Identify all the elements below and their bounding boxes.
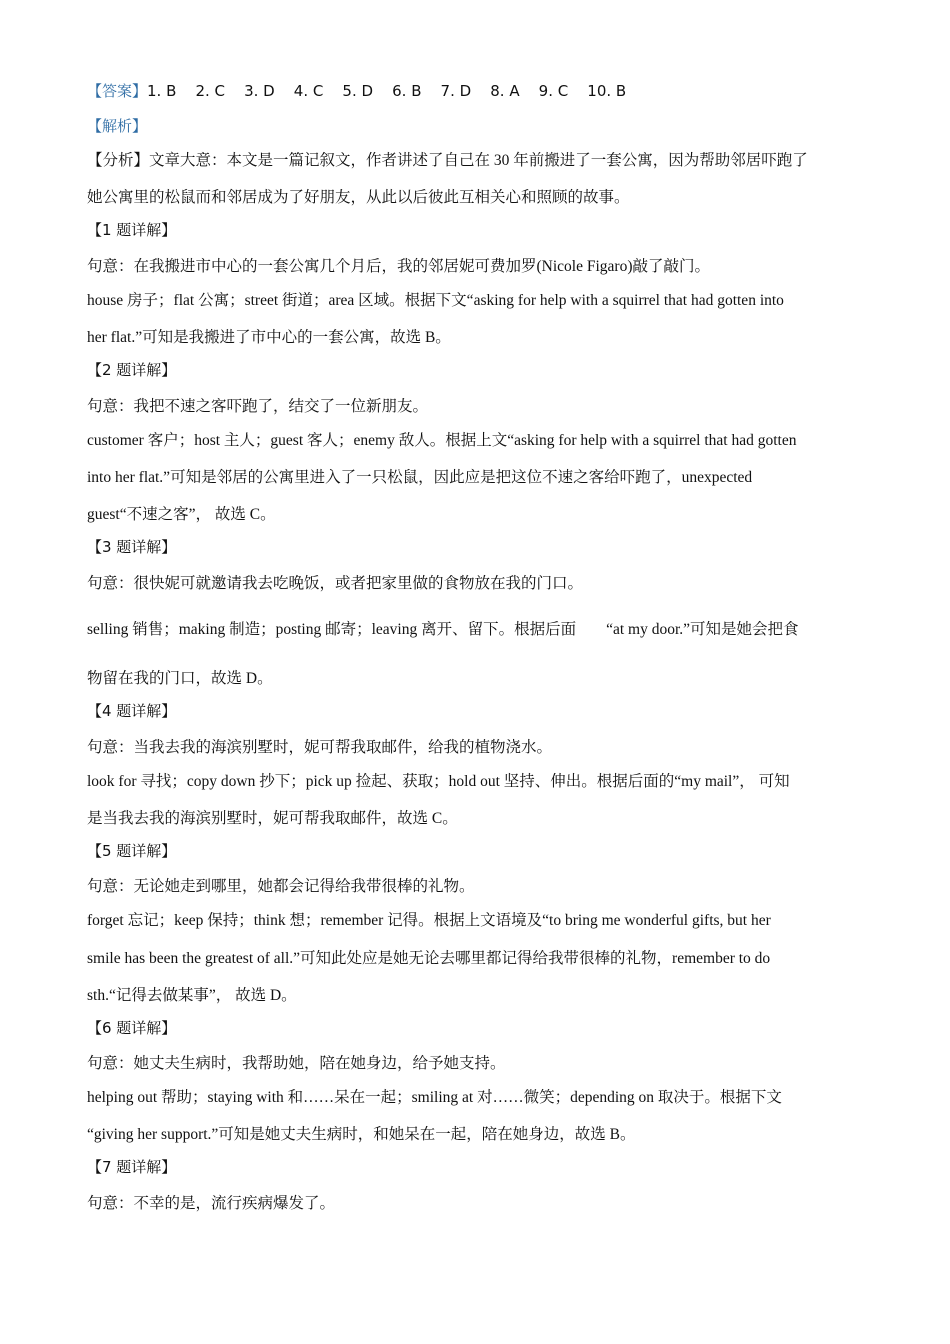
- q6-explain-1: helping out 帮助；staying with 和……呆在一起；smiling at 对……微笑；depending on 取决于。根据下文: [87, 1089, 782, 1106]
- q3-sentence: 句意：很快妮可就邀请我去吃晚饭，或者把家里做的食物放在我的门口。: [87, 575, 584, 592]
- summary-line-1: 【分析】文章大意：本文是一篇记叙文，作者讲述了自己在 30 年前搬进了一套公寓，因为帮助邻居吓跑了: [87, 152, 808, 169]
- q1-sentence: 句意：在我搬进市中心的一套公寓几个月后，我的邻居妮可费加罗(Nicole Figaro)敲了敲门。: [87, 258, 710, 275]
- q5-explain-2: smile has been the greatest of all.”可知此处应是她无论去哪里都记得给我带很棒的礼物，remember to do: [87, 950, 771, 967]
- q3-explain-1b: “at my door.”可知是她会把食: [606, 621, 799, 638]
- q4-explain-2: 是当我去我的海滨别墅时，妮可帮我取邮件，故选 C。: [87, 810, 458, 827]
- q6-heading: 【6 题详解】: [87, 1019, 177, 1037]
- q2-heading: 【2 题详解】: [87, 361, 177, 379]
- answer-label: 【答案】: [87, 82, 148, 100]
- q7-sentence: 句意：不幸的是，流行疾病爆发了。: [87, 1195, 336, 1212]
- q5-heading: 【5 题详解】: [87, 842, 177, 860]
- q1-heading: 【1 题详解】: [87, 221, 177, 239]
- q6-sentence: 句意：她丈夫生病时，我帮助她，陪在她身边，给予她支持。: [87, 1055, 506, 1072]
- summary-line-2: 她公寓里的松鼠而和邻居成为了好朋友，从此以后彼此互相关心和照顾的故事。: [87, 189, 630, 206]
- q3-explain-1: [87, 617, 799, 639]
- answer-list: 1. B 2. C 3. D 4. C 5. D 6. B 7. D 8. A 9. C 10. B: [147, 82, 627, 100]
- q3-explain-2: 物留在我的门口，故选 D。: [87, 670, 273, 687]
- q4-explain-1: look for 寻找；copy down 抄下；pick up 捡起、获取；hold out 坚持、伸出。根据后面的“my mail”， 可知: [87, 773, 790, 790]
- analysis-label: 【解析】: [87, 117, 148, 135]
- q5-sentence: 句意：无论她走到哪里，她都会记得给我带很棒的礼物。: [87, 878, 475, 895]
- answer-line: [87, 80, 626, 101]
- q5-explain-3: sth.“记得去做某事”， 故选 D。: [87, 987, 297, 1004]
- q2-sentence: 句意：我把不速之客吓跑了，结交了一位新朋友。: [87, 398, 429, 415]
- q3-heading: 【3 题详解】: [87, 538, 177, 556]
- q2-explain-1: customer 客户；host 主人；guest 客人；enemy 敌人。根据上文“asking for help with a squirrel that had gotten: [87, 432, 797, 449]
- q6-explain-2: “giving her support.”可知是她丈夫生病时，和她呆在一起，陪在她身边，故选 B。: [87, 1126, 636, 1143]
- q1-explain-1: house 房子；flat 公寓；street 街道；area 区域。根据下文“asking for help with a squirrel that had gotten into: [87, 292, 784, 309]
- q4-heading: 【4 题详解】: [87, 702, 177, 720]
- q3-explain-1a: selling 销售；making 制造；posting 邮寄；leaving 离开、留下。根据后面: [87, 621, 577, 638]
- q7-heading: 【7 题详解】: [87, 1158, 177, 1176]
- q5-explain-1: forget 忘记；keep 保持；think 想；remember 记得。根据上文语境及“to bring me wonderful gifts, but her: [87, 912, 771, 929]
- q1-explain-2: her flat.”可知是我搬进了市中心的一套公寓，故选 B。: [87, 329, 451, 346]
- q2-explain-3: guest“不速之客”， 故选 C。: [87, 506, 276, 523]
- q4-sentence: 句意：当我去我的海滨别墅时，妮可帮我取邮件，给我的植物浇水。: [87, 739, 553, 756]
- q2-explain-2: into her flat.”可知是邻居的公寓里进入了一只松鼠，因此应是把这位不速之客给吓跑了，unexpected: [87, 469, 753, 486]
